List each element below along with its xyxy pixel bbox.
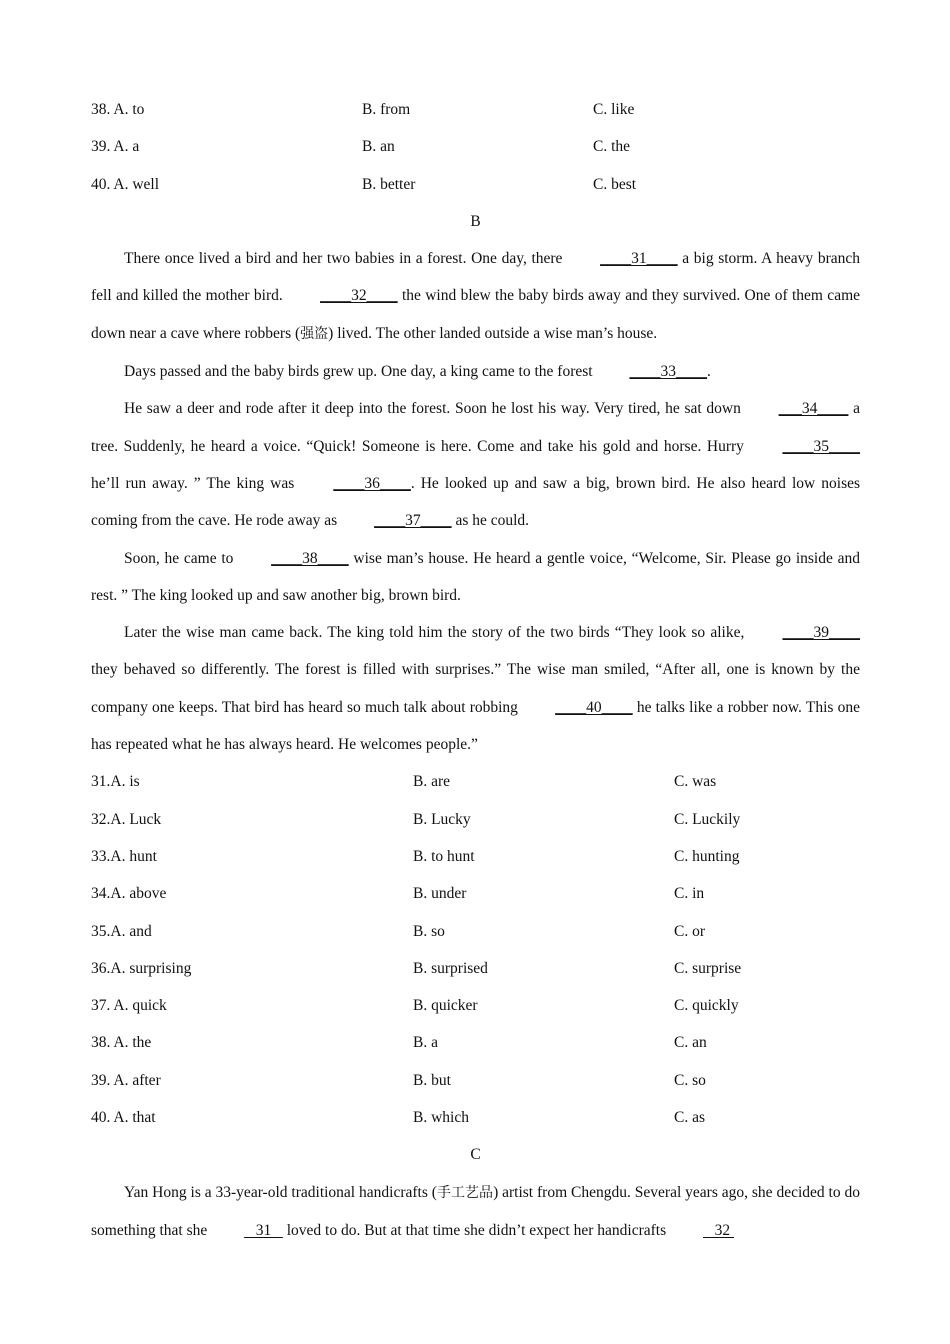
passage-text: wise man’s house. He heard a gentle voice, “Welcome, Sir. Please go inside and rest. ” The king looked up and saw another big, brown bird. [91,549,860,604]
option-a: 40. A. that [91,1109,156,1127]
option-b: B. from [362,101,411,118]
passage-text: Yan Hong is a 33-year-old traditional handicrafts ( [124,1183,437,1201]
option-a: 32.A. Luck [91,810,162,828]
passage-text: He saw a deer and rode after it deep into the forest. Soon he lost his way. Very tired, he sat down [124,400,746,418]
blank-36: ____36____ [333,474,411,492]
passage-text: ) artist from Chengdu. Several years ago, she decided to do something that she [91,1183,861,1239]
passage-text: as he could. [451,512,530,530]
passage-text: . [706,363,711,381]
option-a: 34.A. above [91,885,167,903]
option-a: 36.A. surprising [91,959,192,977]
option-a: 37. A. quick [91,997,167,1015]
option-b: B. a [413,1034,438,1052]
option-b: B. but [413,1071,451,1089]
section-b-options [91,763,860,1136]
option-b: B. are [413,773,451,791]
blank-32: ____32____ [320,287,398,305]
option-row [91,166,860,203]
paragraph [91,353,860,390]
passage-text: he talks like a robber now. This one has repeated what he has always heard. He welcomes people.” [91,698,860,754]
option-b: B. quicker [413,997,478,1015]
option-row [91,763,860,800]
paragraph [91,614,860,763]
paragraph [91,540,860,615]
option-a: 39. A. a [91,138,140,156]
option-row [91,875,860,912]
blank-37: ____37____ [374,512,452,530]
option-row [91,1024,860,1061]
blank-31: ____31____ [600,250,678,268]
option-row [91,91,860,128]
blank-31: 31 [244,1221,283,1239]
option-b: B. Lucky [413,810,471,828]
passage-text: loved to do. But at that time she didn’t expect her handicrafts [282,1221,670,1239]
passage-text: Later the wise man came back. The king told him the story of the two birds “They look so alike, [124,624,750,642]
option-b: B. an [362,138,395,156]
passage-text: Days passed and the baby birds grew up. One day, a king came to the forest [124,363,597,381]
blank-32: 32 [703,1221,734,1239]
blank-40: ____40____ [555,698,633,716]
chinese-gloss: 强盗 [300,325,329,342]
option-row [91,801,860,838]
option-a: 38. A. to [91,101,145,118]
option-a: 35.A. and [91,922,152,940]
option-row [91,950,860,987]
option-c: C. like [593,101,635,118]
option-a: 33.A. hunt [91,847,157,865]
passage-text: . He looked up and saw a big, brown bird. He also heard low noises coming from the cave. He rode away as [91,474,861,530]
option-c: C. was [674,773,717,791]
option-b: B. which [413,1109,469,1127]
option-b: B. surprised [413,959,488,977]
option-b: B. better [362,175,416,193]
passage-text: the wind blew the baby birds away and they survived. One of them came down near a cave where robbers ( [91,287,861,342]
section-a-options [91,91,860,203]
option-row [91,1062,860,1099]
option-c: C. so [674,1071,706,1089]
chinese-gloss: 手工艺品 [436,1184,494,1201]
passage-text: a big storm. A heavy branch fell and killed the mother bird. [91,250,860,305]
paragraph [91,1174,860,1250]
passage-text: Soon, he came to [124,549,239,567]
blank-35: ____35____ [782,437,860,455]
passage-text: he’ll run away. ” The king was [91,474,301,492]
section-c-heading: C [470,1146,481,1164]
option-a: 31.A. is [91,773,140,791]
blank-34: ___34____ [778,400,849,418]
option-row [91,1099,860,1136]
passage-text: ) lived. The other landed outside a wise man’s house. [328,324,658,342]
paragraph [91,240,860,353]
section-b-passage [91,240,860,763]
option-c: C. surprise [674,959,742,977]
option-c: C. an [674,1034,707,1052]
option-c: C. Luckily [674,810,741,828]
passage-text: a tree. Suddenly, he heard a voice. “Quick! Someone is here. Come and take his gold and horse. Hurry [91,400,860,455]
exam-page [91,91,860,1249]
paragraph [91,390,860,539]
option-c: C. or [674,922,705,940]
section-b-heading: B [470,212,481,230]
option-row [91,913,860,950]
passage-text: There once lived a bird and her two babies in a forest. One day, there [124,250,568,268]
option-b: B. to hunt [413,847,475,865]
blank-33: ____33____ [629,363,707,381]
option-c: C. quickly [674,997,739,1015]
option-b: B. under [413,885,467,903]
option-c: C. the [593,138,631,156]
option-a: 39. A. after [91,1071,161,1089]
option-row [91,128,860,165]
option-a: 38. A. the [91,1034,152,1052]
blank-39: ____39____ [782,624,860,642]
blank-38: ____38____ [271,549,349,567]
option-row [91,838,860,875]
option-c: C. best [593,175,637,193]
option-c: C. hunting [674,847,740,865]
passage-text: they behaved so differently. The forest is filled with surprises.” The wise man smiled, “After all, one is known by the company one keeps. That bird has heard so much talk about robbing [91,661,860,716]
section-c-passage [91,1174,860,1250]
option-row [91,987,860,1024]
option-b: B. so [413,922,445,940]
option-a: 40. A. well [91,175,160,193]
option-c: C. as [674,1109,705,1127]
option-c: C. in [674,885,705,903]
